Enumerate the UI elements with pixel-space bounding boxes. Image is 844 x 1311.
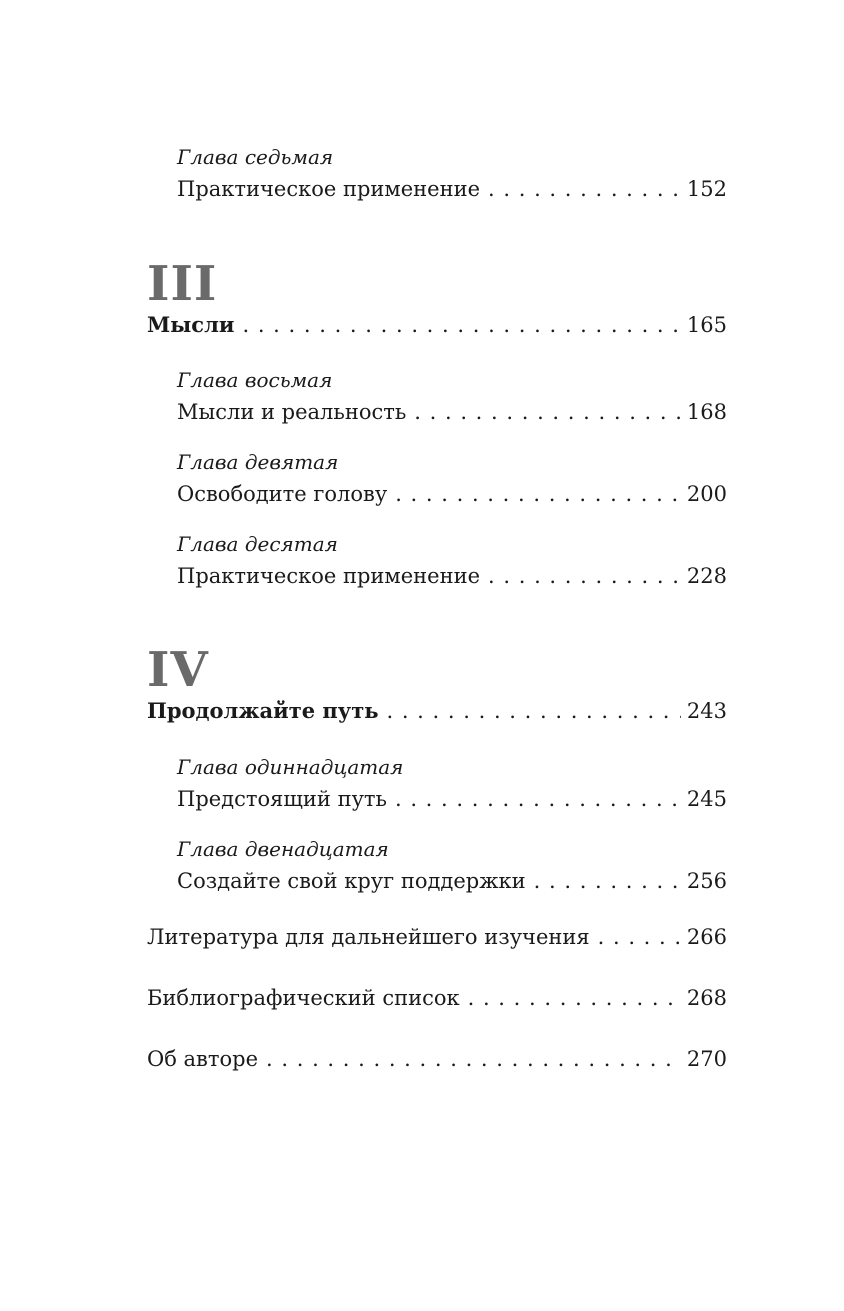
toc-entry-title: Создайте свой круг поддержки	[177, 869, 526, 893]
toc-entry-title: Библиографический список	[147, 986, 460, 1010]
toc-page-number: 256	[686, 869, 727, 893]
toc-page-number: 152	[686, 177, 727, 201]
dot-leader	[414, 399, 681, 425]
toc-entry-part-4[interactable]	[147, 698, 727, 724]
toc-entry-title: Практическое применение	[177, 177, 481, 201]
toc-page-number: 268	[686, 986, 727, 1010]
dot-leader	[395, 481, 681, 507]
toc-entry-title: Литература для дальнейшего изучения	[147, 925, 590, 949]
toc-entry-chapter-10[interactable]	[177, 563, 727, 589]
toc-entry-further-reading[interactable]	[147, 924, 727, 950]
toc-entry-title: Об авторе	[147, 1047, 259, 1071]
dot-leader	[386, 698, 680, 724]
toc-page-number: 243	[686, 699, 727, 723]
chapter-label-8: Глава восьмая	[177, 368, 333, 392]
toc-part-title: Мысли	[147, 312, 235, 337]
dot-leader	[598, 924, 681, 950]
dot-leader	[395, 786, 681, 812]
toc-entry-title: Практическое применение	[177, 564, 481, 588]
toc-entry-part-3[interactable]	[147, 312, 727, 338]
dot-leader	[488, 563, 681, 589]
toc-part-title: Продолжайте путь	[147, 698, 379, 723]
toc-page-number: 228	[686, 564, 727, 588]
toc-entry-title: Мысли и реальность	[177, 400, 407, 424]
toc-entry-title: Предстоящий путь	[177, 787, 387, 811]
dot-leader	[242, 312, 680, 338]
chapter-label-9: Глава девятая	[177, 450, 339, 474]
toc-entry-bibliography[interactable]	[147, 985, 727, 1011]
chapter-label-7: Глава седьмая	[177, 145, 334, 169]
toc-page-number: 245	[686, 787, 727, 811]
toc-entry-chapter-9[interactable]	[177, 481, 727, 507]
chapter-label-10: Глава десятая	[177, 532, 338, 556]
toc-page-number: 270	[686, 1047, 727, 1071]
toc-entry-about-author[interactable]	[147, 1046, 727, 1072]
dot-leader	[534, 868, 681, 894]
dot-leader	[488, 176, 681, 202]
toc-entry-chapter-12[interactable]	[177, 868, 727, 894]
toc-entry-chapter-8[interactable]	[177, 399, 727, 425]
toc-page-number: 168	[686, 400, 727, 424]
chapter-label-12: Глава двенадцатая	[177, 837, 389, 861]
toc-page-number: 165	[686, 313, 727, 337]
part-numeral-4: IV	[147, 642, 209, 698]
toc-page-number: 200	[686, 482, 727, 506]
toc-entry-chapter-11[interactable]	[177, 786, 727, 812]
toc-page-number: 266	[686, 925, 727, 949]
toc-entry-title: Освободите голову	[177, 482, 388, 506]
dot-leader	[468, 985, 681, 1011]
toc-entry-chapter-7[interactable]	[177, 176, 727, 202]
chapter-label-11: Глава одиннадцатая	[177, 755, 404, 779]
dot-leader	[266, 1046, 681, 1072]
part-numeral-3: III	[147, 256, 218, 312]
